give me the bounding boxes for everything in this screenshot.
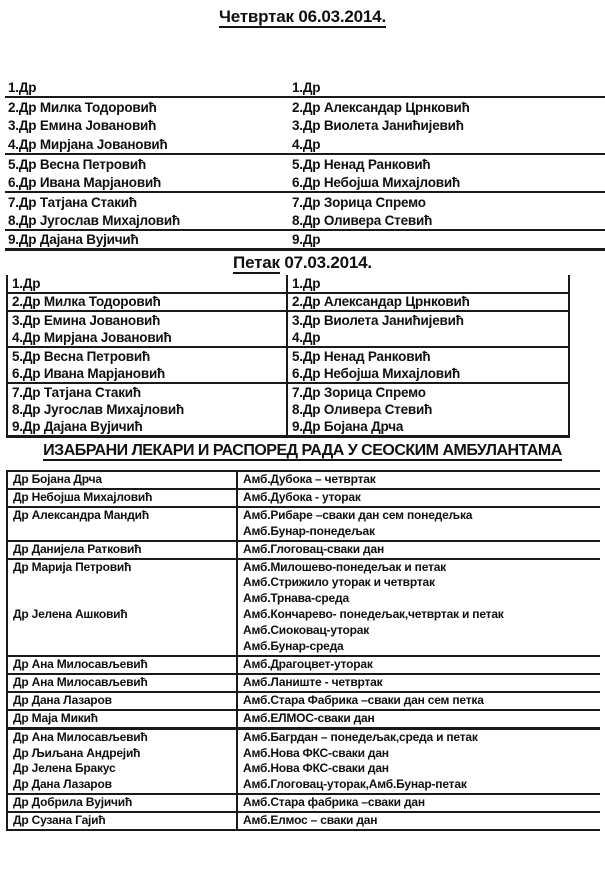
doctor-slot-cell: 2.Др Александар Црнковић [292, 99, 470, 115]
clinic-schedule-cell [237, 607, 600, 656]
doctor-name-cell: Др Бојана Дрча [13, 472, 102, 486]
doctor-slot-cell: 7.Др Зорица Спремо [292, 194, 426, 210]
roster-row [7, 329, 569, 347]
clinic-row [7, 674, 600, 692]
doctor-slot-cell: 6.Др Небојша Михајловић [287, 365, 569, 383]
clinic-schedule-cell [237, 507, 600, 541]
doctor-name-cell: Др Ана Милосављевић [13, 656, 148, 671]
clinic-line: Амб.Стара фабрика –сваки дан [243, 795, 425, 810]
doctor-slot-cell: 3.Др Емина Јовановић [12, 312, 161, 328]
clinic-row [7, 794, 600, 812]
clinic-line: Амб.Драгоцвет-уторак [243, 656, 373, 671]
doctor-slot-cell: 5.Др Ненад Ранковић [292, 156, 431, 172]
clinic-row [7, 541, 600, 559]
doctor-name-cell: Др Маја Микић [13, 710, 98, 725]
doctor-slot-cell: 1.Др [287, 275, 569, 293]
clinic-schedule-cell [237, 728, 600, 745]
clinic-line: Амб.Кончарево- понедељак,четвртак и петак [243, 607, 504, 622]
clinic-line: Амб.Трнава-среда [243, 591, 349, 606]
clinic-line: Амб.Милошево-понедељак и петак [243, 559, 446, 574]
clinic-row [7, 471, 600, 489]
clinic-line: Амб.Нова ФКС-сваки дан [243, 761, 389, 776]
clinic-row [7, 692, 600, 710]
clinic-line: Амб.Стара Фабрика –сваки дан сем петка [243, 692, 484, 707]
doctor-slot-cell: 9.Др Дајана Вујичић [8, 231, 139, 247]
doctor-name-cell: Др Марија Петровић [13, 559, 132, 574]
doctor-slot-cell: 2.Др Александар Црнковић [287, 293, 569, 311]
doctor-slot-cell: 8.Др Оливера Стевић [292, 212, 433, 228]
doctor-slot-cell: 9.Др [292, 231, 321, 247]
friday-title [0, 252, 605, 274]
doctor-slot-cell: 8.Др Југослав Михајловић [12, 402, 185, 417]
clinic-row [7, 728, 600, 745]
friday-title-word: Петак [233, 252, 280, 272]
doctor-slot-cell: 6.Др Небојша Михајловић [292, 174, 460, 190]
clinic-line: Амб.Глоговац-сваки дан [243, 541, 384, 556]
doctor-slot-cell: 3.Др Емина Јовановић [8, 118, 157, 133]
clinic-line: Амб.Глоговац-уторак,Амб.Бунар-петак [243, 777, 467, 792]
doctor-slot-cell: 2.Др Милка Тодоровић [12, 294, 161, 309]
roster-row [7, 401, 569, 419]
clinic-line: Амб.Нова ФКС-сваки дан [243, 745, 389, 760]
doctor-name-cell: Др Ана Милосављевић [13, 729, 148, 744]
doctor-slot-cell: 3.Др Виолета Јанићијевић [287, 311, 569, 329]
clinic-row [7, 761, 600, 777]
roster-row [5, 154, 605, 173]
doctor-slot-cell: 4.Др [287, 329, 569, 347]
clinic-row [7, 559, 600, 608]
clinic-schedule-cell [237, 541, 600, 559]
clinic-schedule-cell [237, 746, 600, 762]
roster-row [5, 192, 605, 211]
roster-row [7, 275, 569, 293]
clinic-line: Амб.Дубока - уторак [243, 489, 361, 504]
clinic-line: Амб.Рибаре –сваки дан сем понедељка [243, 507, 473, 522]
doctor-slot-cell: 4.Др Мирјана Јовановић [8, 136, 168, 152]
clinic-schedule-cell [237, 471, 600, 489]
clinic-line: Амб.Бунар-понедељак [243, 523, 375, 538]
doctor-slot-cell: 5.Др Ненад Ранковић [287, 347, 569, 365]
thursday-roster-table [5, 78, 605, 251]
clinic-row [7, 710, 600, 728]
doctor-slot-cell: 8.Др Југослав Михајловић [8, 212, 181, 228]
doctor-name-cell: Др Јелена Бракус [13, 761, 116, 776]
clinic-line: Амб.Дубока – четвртак [243, 472, 376, 486]
roster-row [7, 419, 569, 437]
clinic-schedule-cell [237, 692, 600, 710]
thursday-title [0, 0, 605, 28]
section-heading-text: ИЗАБРАНИ ЛЕКАРИ И РАСПОРЕД РАДА У СЕОСКИМ АМБУЛАНТАМА [43, 442, 562, 459]
friday-title-date: 07.03.2014. [279, 252, 372, 272]
clinic-schedule-cell [237, 794, 600, 812]
clinic-line: Амб.Елмос – сваки дан [243, 813, 378, 828]
doctor-slot-cell: 6.Др Ивана Марјановић [12, 365, 166, 381]
doctor-slot-cell: 8.Др Оливера Стевић [287, 401, 569, 419]
friday-roster-table [6, 275, 570, 439]
clinic-schedule-cell [237, 489, 600, 507]
clinic-line: Амб.Багрдан – понедељак,среда и петак [243, 729, 478, 744]
roster-row [7, 383, 569, 401]
roster-row [7, 365, 569, 383]
clinic-schedule-cell [237, 656, 600, 674]
doctor-slot-cell: 5.Др Весна Петровић [8, 156, 147, 172]
doctor-name-cell: Др Дана Лазаров [13, 692, 112, 707]
doctor-name-cell: Др Александра Мандић [13, 507, 149, 522]
clinic-schedule-cell [237, 777, 600, 794]
roster-row [7, 311, 569, 329]
roster-row [5, 211, 605, 230]
doctor-slot-cell: 9.Др Бојана Дрча [287, 419, 569, 437]
doctor-slot-cell: 7.Др Татјана Стакић [12, 384, 141, 400]
doctor-slot-cell: 1.Др [292, 79, 321, 95]
clinic-line: Амб.ЕЛМОС-сваки дан [243, 710, 375, 725]
clinic-row [7, 607, 600, 656]
clinic-line: Амб.Ланиште - четвртак [243, 674, 383, 689]
clinic-schedule-cell [237, 559, 600, 608]
clinic-row [7, 656, 600, 674]
roster-row [5, 173, 605, 192]
doctor-slot-cell: 1.Др [8, 79, 37, 95]
doctor-name-cell: Др Дана Лазаров [13, 777, 112, 792]
doctor-name-cell: Др Сузана Гајић [13, 813, 106, 828]
clinic-schedule-cell [237, 812, 600, 830]
roster-row [5, 135, 605, 154]
doctor-slot-cell: 5.Др Весна Петровић [12, 348, 151, 364]
clinic-line: Амб.Бунар-среда [243, 639, 344, 654]
clinic-schedule-cell [237, 674, 600, 692]
doctor-slot-cell: 2.Др Милка Тодоровић [8, 99, 157, 115]
doctor-slot-cell: 3.Др Виолета Јанићијевић [292, 118, 464, 133]
doctor-slot-cell: 4.Др [292, 136, 321, 152]
doctor-name-cell: Др Небојша Михајловић [13, 489, 153, 504]
doctor-name-cell: Др Јелена Ашковић [13, 607, 128, 622]
doctor-name-cell: Др Данијела Ратковић [13, 541, 142, 556]
doctor-slot-cell: 9.Др Дајана Вујичић [12, 419, 143, 435]
roster-row [5, 78, 605, 97]
roster-row [7, 347, 569, 365]
roster-row [7, 293, 569, 311]
doctor-slot-cell: 7.Др Татјана Стакић [8, 194, 137, 210]
doctor-slot-cell: 6.Др Ивана Марјановић [8, 174, 162, 190]
thursday-title-text: Четвртак 06.03.2014. [219, 7, 386, 26]
doctor-name-cell: Др Ана Милосављевић [13, 674, 148, 689]
doctor-slot-cell: 4.Др Мирјана Јовановић [12, 329, 172, 345]
clinic-line: Амб.Стрижило уторак и четвртак [243, 575, 435, 590]
clinic-line: Амб.Сиоковац-уторак [243, 623, 370, 638]
clinic-row [7, 777, 600, 794]
section-heading [0, 440, 605, 461]
doctor-slot-cell: 1.Др [12, 275, 41, 291]
roster-row [5, 116, 605, 135]
doctor-name-cell: Др Љиљана Андрејић [13, 745, 141, 760]
doctor-name-cell: Др Добрила Вујичић [13, 795, 133, 810]
roster-row [5, 230, 605, 249]
clinic-row [7, 489, 600, 507]
clinic-row [7, 812, 600, 830]
clinic-schedule-cell [237, 710, 600, 728]
doctor-slot-cell: 7.Др Зорица Спремо [287, 383, 569, 401]
village-clinics-table [6, 470, 600, 831]
clinic-row [7, 746, 600, 762]
clinic-schedule-cell [237, 761, 600, 777]
clinic-row [7, 507, 600, 541]
roster-row [5, 97, 605, 116]
